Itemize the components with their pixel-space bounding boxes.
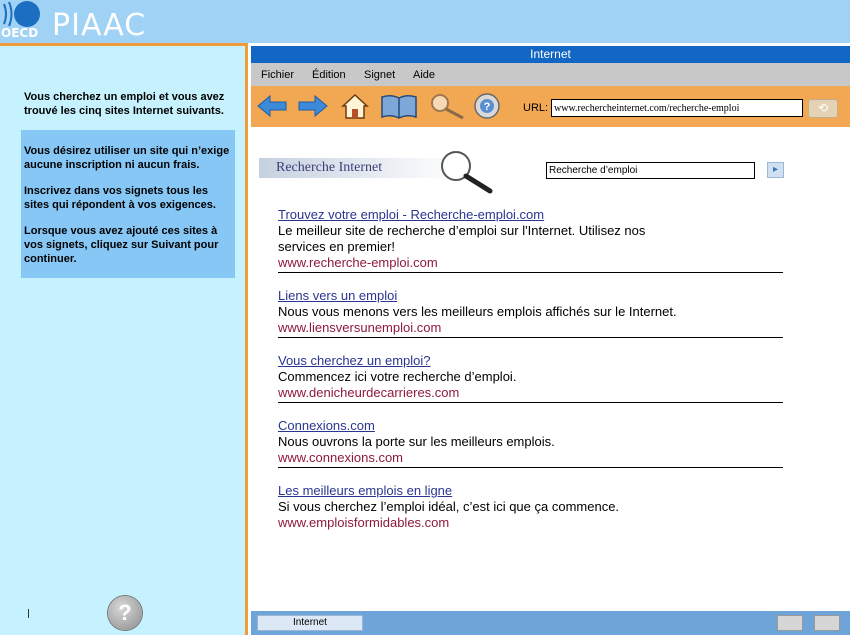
search-banner-text: Recherche Internet xyxy=(276,160,383,175)
intro-text: Vous cherchez un emploi et vous avez trouvé les cinq sites Internet suivants. xyxy=(24,91,225,117)
back-arrow-icon[interactable] xyxy=(256,92,288,120)
layout-stacked-icon[interactable] xyxy=(777,615,803,631)
result-url: www.recherche-emploi.com xyxy=(278,255,438,270)
result-description: Nous vous menons vers les meilleurs emplois affichés sur le Internet. xyxy=(278,304,677,319)
layout-split-icon[interactable] xyxy=(814,615,840,631)
result-item xyxy=(278,207,783,273)
top-header-bar xyxy=(0,0,850,43)
browser-title: Internet xyxy=(251,46,850,63)
menu-edition[interactable]: Édition xyxy=(312,69,346,81)
result-item xyxy=(278,353,783,403)
menu-fichier[interactable]: Fichier xyxy=(261,69,295,81)
result-item xyxy=(278,483,783,532)
result-url: www.denicheurdecarrieres.com xyxy=(278,385,460,400)
task-line-2: Inscrivez dans vos signets tous les sites qui répondent à vos exigences. xyxy=(24,185,216,211)
taskbar-internet-button[interactable]: Internet xyxy=(257,615,363,631)
result-title-link[interactable]: Liens vers un emploi xyxy=(278,288,398,303)
result-url: www.emploisformidables.com xyxy=(278,515,450,530)
divider-tick xyxy=(28,609,29,618)
search-go-button[interactable]: ▸ xyxy=(767,162,784,178)
svg-text:?: ? xyxy=(483,101,491,113)
magnifying-glass-icon xyxy=(438,149,508,195)
help-icon[interactable] xyxy=(471,92,503,120)
result-title-link[interactable]: Les meilleurs emplois en ligne xyxy=(278,483,453,498)
url-go-button[interactable]: ⟲ xyxy=(808,99,838,118)
status-bar xyxy=(251,611,850,635)
result-url: www.liensversunemploi.com xyxy=(278,320,442,335)
result-description: Le meilleur site de recherche d’emploi sur l'Internet. Utilisez nos services en premier! xyxy=(278,223,646,254)
browser-toolbar xyxy=(251,86,850,127)
result-description: Commencez ici votre recherche d’emploi. xyxy=(278,369,517,384)
oecd-label: OECD xyxy=(1,26,39,40)
browser-window xyxy=(251,43,850,635)
result-title-link[interactable]: Vous cherchez un emploi? xyxy=(278,353,431,368)
result-title-link[interactable]: Connexions.com xyxy=(278,418,375,433)
task-line-1: Vous désirez utiliser un site qui n’exige aucune inscription ni aucun frais. xyxy=(24,145,230,171)
menu-bar xyxy=(251,63,850,86)
search-input[interactable]: Recherche d’emploi xyxy=(546,162,755,179)
result-url: www.connexions.com xyxy=(278,450,403,465)
menu-signet[interactable]: Signet xyxy=(364,69,396,81)
result-title-link[interactable]: Trouvez votre emploi - Recherche-emploi.com xyxy=(278,207,545,222)
task-line-3: Lorsque vous avez ajouté ces sites à vos signets, cliquez sur Suivant pour continuer. xyxy=(24,225,219,265)
task-box xyxy=(21,130,235,278)
menu-aide[interactable]: Aide xyxy=(413,69,436,81)
search-results xyxy=(278,207,783,547)
help-button[interactable] xyxy=(108,596,142,630)
search-magnifier-icon[interactable] xyxy=(427,92,467,120)
result-item xyxy=(278,418,783,468)
forward-arrow-icon[interactable] xyxy=(297,92,329,120)
url-label: URL: xyxy=(523,102,549,114)
piaac-logo-text: PIAAC xyxy=(52,8,147,43)
help-icon: ? xyxy=(118,600,132,625)
instruction-panel xyxy=(0,43,248,635)
result-description: Si vous cherchez l’emploi idéal, c’est ici que ça commence. xyxy=(278,499,620,514)
home-icon[interactable] xyxy=(339,92,371,120)
url-input[interactable]: www.rechercheinternet.com/recherche-emploi xyxy=(551,99,803,117)
bookmarks-book-icon[interactable] xyxy=(379,92,419,120)
result-description: Nous ouvrons la porte sur les meilleurs emplois. xyxy=(278,434,555,449)
browser-content xyxy=(251,127,850,611)
result-item xyxy=(278,288,783,338)
search-banner xyxy=(259,158,459,178)
